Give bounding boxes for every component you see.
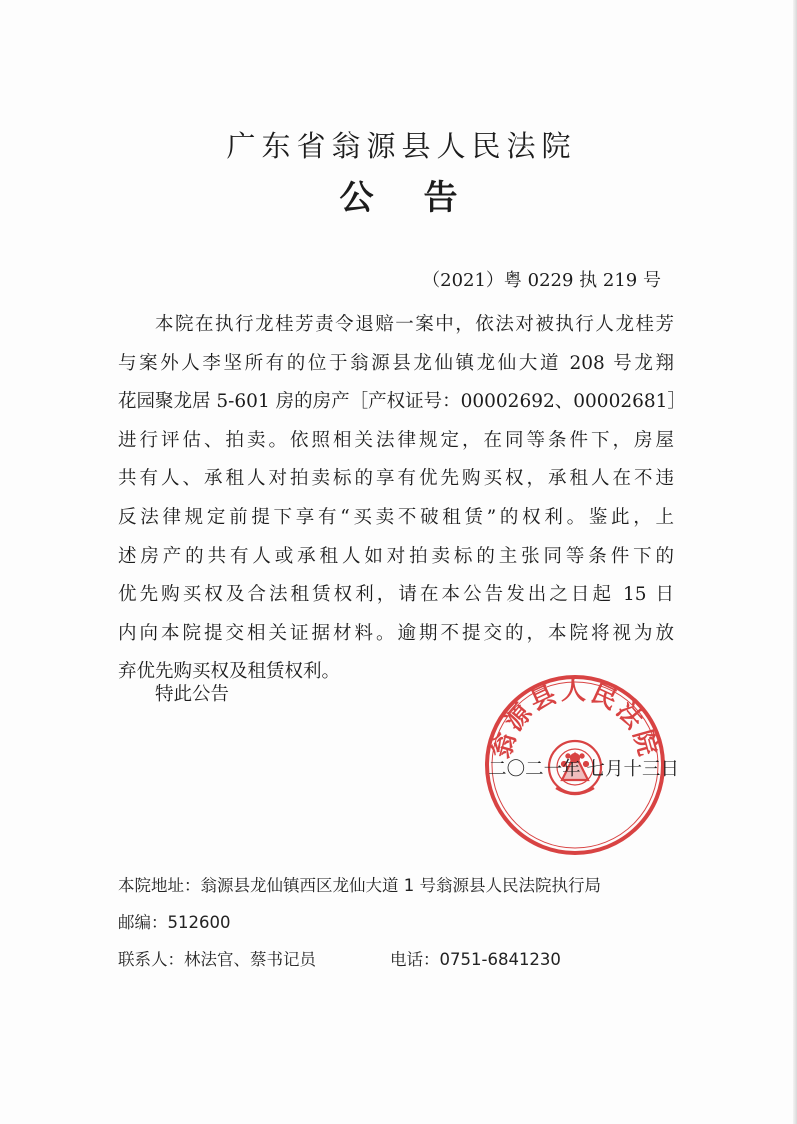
body-line: 进行评估、拍卖。依照相关法律规定，在同等条件下，房屋	[118, 429, 674, 451]
issue-date: 二〇二一年 七月十三日	[488, 759, 679, 780]
body-line: 内向本院提交相关证据材料。逾期不提交的，本院将视为放	[118, 622, 674, 644]
body-line: 弃优先购买权及租赁权利。	[118, 661, 341, 683]
postcode: 邮编：512600	[118, 913, 231, 932]
svg-text:翁源县人民法院: 翁源县人民法院	[486, 676, 664, 762]
body-line: 反法律规定前提下享有“买卖不破租赁”的权利。鉴此，上	[118, 506, 674, 528]
case-number: （2021）粤 0229 执 219 号	[422, 270, 661, 291]
contact-person: 联系人：林法官、蔡书记员	[118, 950, 316, 969]
closing-phrase: 特此公告	[155, 684, 230, 705]
body-line: 花园聚龙居 5-601 房的房产［产权证号：00002692、00002681］	[118, 391, 686, 413]
scan-edge-shadow	[793, 0, 797, 1124]
court-name: 广东省翁源县人民法院	[226, 129, 577, 163]
court-address: 本院地址：翁源县龙仙镇西区龙仙大道 1 号翁源县人民法院执行局	[118, 876, 601, 895]
body-line: 述房产的共有人或承租人如对拍卖标的主张同等条件下的	[118, 545, 674, 567]
notice-body	[118, 306, 686, 692]
contact-phone: 电话：0751-6841230	[390, 950, 561, 969]
document-title: 公告	[339, 178, 508, 218]
body-line: 共有人、承租人对拍卖标的享有优先购买权，承租人在不违	[118, 468, 674, 490]
body-line: 本院在执行龙桂芳责令退赔一案中，依法对被执行人龙桂芳	[155, 314, 674, 335]
body-line: 与案外人李坚所有的位于翁源县龙仙镇龙仙大道 208 号龙翔	[118, 352, 674, 374]
body-line: 优先购买权及合法租赁权利，请在本公告发出之日起 15 日	[118, 584, 674, 606]
